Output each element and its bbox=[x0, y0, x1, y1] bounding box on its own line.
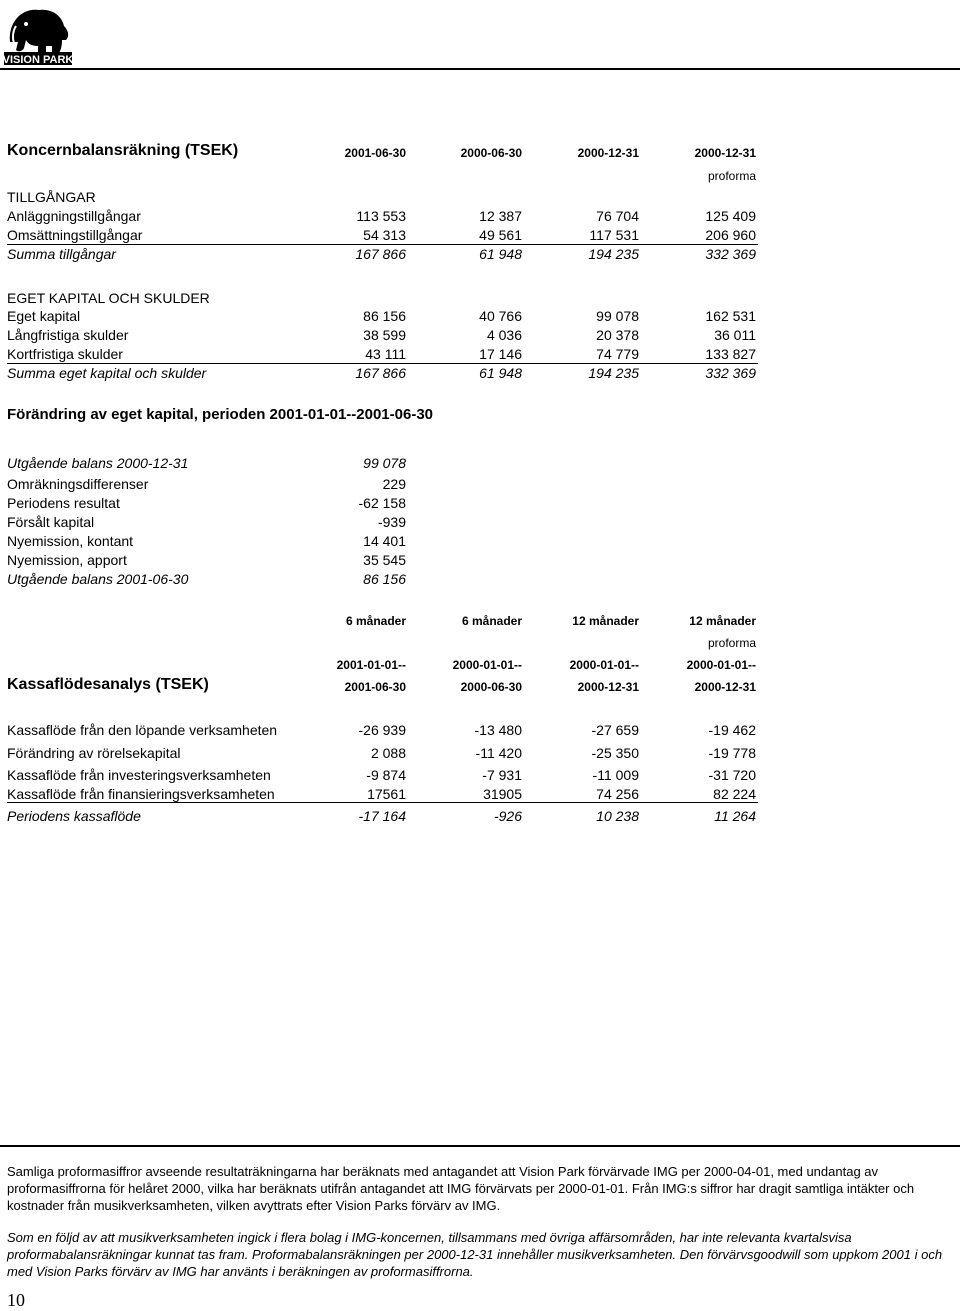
cashflow-period: 12 månader bbox=[689, 614, 756, 628]
equity-row-value: 86 156 bbox=[363, 308, 406, 324]
cashflow-row-value: -25 350 bbox=[591, 745, 639, 761]
change-title: Förändring av eget kapital, perioden 2001-01-01--2001-06-30 bbox=[7, 406, 433, 423]
balance-col-3: 2000-12-31 bbox=[577, 146, 639, 160]
equity-row-value: 43 111 bbox=[365, 346, 406, 362]
cashflow-row-value: -31 720 bbox=[708, 767, 756, 783]
footer-rule bbox=[0, 1145, 960, 1147]
header-rule bbox=[0, 68, 960, 70]
svg-text:VISION PARK: VISION PARK bbox=[2, 54, 74, 66]
equity-row-value: 162 531 bbox=[705, 308, 756, 324]
cashflow-row-value: 31905 bbox=[483, 786, 522, 802]
equity-heading: EGET KAPITAL OCH SKULDER bbox=[7, 290, 210, 306]
balance-col-1: 2001-06-30 bbox=[344, 146, 406, 160]
equity-row-label: Långfristiga skulder bbox=[7, 327, 129, 343]
vision-park-logo bbox=[2, 2, 74, 66]
assets-heading: TILLGÅNGAR bbox=[7, 189, 96, 205]
cashflow-to: 2000-06-30 bbox=[460, 680, 522, 694]
cashflow-period: 6 månader bbox=[461, 614, 522, 628]
equity-row-value: 40 766 bbox=[479, 308, 522, 324]
equity-row-value: 99 078 bbox=[596, 308, 639, 324]
cashflow-from: 2001-01-01-- bbox=[336, 658, 406, 672]
cashflow-title: Kassaflödesanalys (TSEK) bbox=[7, 676, 209, 693]
assets-row-value: 117 531 bbox=[589, 227, 639, 243]
equity-row-value: 74 779 bbox=[596, 346, 639, 362]
equity-total-value: 61 948 bbox=[479, 365, 522, 381]
equity-total-value: 194 235 bbox=[588, 365, 639, 381]
assets-total-value: 61 948 bbox=[479, 246, 522, 262]
assets-row-label: Omsättningstillgångar bbox=[7, 227, 143, 243]
cashflow-from: 2000-01-01-- bbox=[686, 658, 756, 672]
assets-row-value: 206 960 bbox=[705, 227, 756, 243]
change-row-value: 35 545 bbox=[363, 552, 406, 568]
assets-row-value: 113 553 bbox=[356, 208, 406, 224]
change-row-label: Periodens resultat bbox=[7, 495, 120, 511]
cashflow-row-value: 2 088 bbox=[370, 745, 406, 761]
assets-row-value: 76 704 bbox=[596, 208, 639, 224]
equity-total-value: 167 866 bbox=[355, 365, 406, 381]
cashflow-total-rule bbox=[7, 802, 758, 803]
change-row-value: 14 401 bbox=[363, 533, 406, 549]
cashflow-row-value: -11 420 bbox=[475, 745, 522, 761]
cashflow-total-value: 11 264 bbox=[714, 808, 756, 824]
equity-total-rule bbox=[7, 363, 758, 364]
cashflow-row-label: Förändring av rörelsekapital bbox=[7, 745, 181, 761]
cashflow-total-value: 10 238 bbox=[596, 808, 639, 824]
cashflow-row-value: 17561 bbox=[367, 786, 406, 802]
assets-row-value: 54 313 bbox=[363, 227, 406, 243]
assets-total-value: 332 369 bbox=[705, 246, 756, 262]
cashflow-row-value: -26 939 bbox=[358, 722, 406, 738]
equity-row-value: 38 599 bbox=[363, 327, 406, 343]
footnote-music: Som en följd av att musikverksamheten ingick i flera bolag i IMG-koncernen, tillsammans med övriga affärsområden, har inte relevanta kvartalsvisa proformabalansräkningar kunnat tas fram. Proformabalansräkningen per 2000-12-31 innehåller musikverksamheten. Den förvärvsgoodwill som uppkom 2001 i och med Vision Parks förvärv av IMG har använts i beräkningen av proformasiffrorna. bbox=[7, 1230, 943, 1279]
cashflow-row-label: Kassaflöde från finansieringsverksamheten bbox=[7, 786, 275, 802]
equity-total-value: 332 369 bbox=[705, 365, 756, 381]
cashflow-total-label: Periodens kassaflöde bbox=[7, 808, 141, 824]
balance-proforma-label: proforma bbox=[707, 169, 756, 183]
assets-total-value: 167 866 bbox=[355, 246, 406, 262]
change-row-value: 229 bbox=[382, 476, 406, 492]
cashflow-row-value: -13 480 bbox=[474, 722, 522, 738]
cashflow-row-value: -7 931 bbox=[482, 767, 522, 783]
cashflow-total-value: -17 164 bbox=[358, 808, 406, 824]
cashflow-from: 2000-01-01-- bbox=[569, 658, 639, 672]
equity-row-value: 17 146 bbox=[479, 346, 522, 362]
cashflow-period: 6 månader bbox=[345, 614, 406, 628]
assets-total-rule bbox=[7, 244, 758, 245]
cashflow-row-value: -27 659 bbox=[591, 722, 639, 738]
cashflow-total-value: -926 bbox=[493, 808, 522, 824]
cashflow-row-value: -9 874 bbox=[366, 767, 406, 783]
change-row-label: Försålt kapital bbox=[7, 514, 95, 530]
cashflow-row-label: Kassaflöde från den löpande verksamheten bbox=[7, 722, 278, 738]
equity-total-label: Summa eget kapital och skulder bbox=[7, 365, 207, 381]
assets-row-value: 12 387 bbox=[479, 208, 522, 224]
cashflow-to: 2000-12-31 bbox=[694, 680, 756, 694]
assets-total-value: 194 235 bbox=[588, 246, 639, 262]
cashflow-proforma-label: proforma bbox=[707, 636, 756, 650]
equity-row-label: Kortfristiga skulder bbox=[7, 346, 123, 362]
equity-row-value: 133 827 bbox=[705, 346, 756, 362]
cashflow-to: 2000-12-31 bbox=[577, 680, 639, 694]
balance-col-4: 2000-12-31 bbox=[694, 146, 756, 160]
cashflow-period: 12 månader bbox=[572, 614, 639, 628]
cashflow-row-value: -19 778 bbox=[708, 745, 756, 761]
balance-title: Koncernbalansräkning (TSEK) bbox=[7, 142, 239, 159]
change-row-label: Utgående balans 2000-12-31 bbox=[7, 455, 189, 471]
change-row-label: Utgående balans 2001-06-30 bbox=[7, 571, 189, 587]
assets-total-label: Summa tillgångar bbox=[7, 246, 116, 262]
balance-col-2: 2000-06-30 bbox=[460, 146, 522, 160]
equity-row-label: Eget kapital bbox=[7, 308, 81, 324]
change-row-label: Nyemission, apport bbox=[7, 552, 127, 568]
change-row-value: -939 bbox=[377, 514, 406, 530]
equity-row-value: 36 011 bbox=[714, 327, 756, 343]
cashflow-row-value: 82 224 bbox=[713, 786, 756, 802]
change-row-value: 99 078 bbox=[363, 455, 406, 471]
change-row-value: 86 156 bbox=[363, 571, 406, 587]
change-row-label: Nyemission, kontant bbox=[7, 533, 134, 549]
cashflow-row-value: -19 462 bbox=[708, 722, 756, 738]
cashflow-row-value: 74 256 bbox=[596, 786, 639, 802]
cashflow-from: 2000-01-01-- bbox=[452, 658, 522, 672]
assets-row-label: Anläggningstillgångar bbox=[7, 208, 141, 224]
page-number: 10 bbox=[7, 1290, 25, 1310]
cashflow-to: 2001-06-30 bbox=[344, 680, 406, 694]
cashflow-row-value: -11 009 bbox=[592, 767, 639, 783]
change-row-value: -62 158 bbox=[358, 495, 406, 511]
footnote-proforma: Samliga proformasiffror avseende resultaträkningarna har beräknats med antagandet att Vision Park förvärvade IMG per 2000-04-01, med undantag av proformasiffrorna för helåret 2000, vilka har beräknats utifrån antagandet att IMG förvärvats per 2000-01-01. Från IMG:s siffror har dragit samtliga intäkter och kostnader från musikverksamheten, vilken avyttrats efter Vision Parks förvärv av IMG. bbox=[7, 1164, 915, 1213]
equity-row-value: 4 036 bbox=[486, 327, 522, 343]
change-row-label: Omräkningsdifferenser bbox=[7, 476, 149, 492]
assets-row-value: 49 561 bbox=[479, 227, 522, 243]
assets-row-value: 125 409 bbox=[705, 208, 756, 224]
equity-row-value: 20 378 bbox=[596, 327, 639, 343]
cashflow-row-label: Kassaflöde från investeringsverksamheten bbox=[7, 767, 271, 783]
